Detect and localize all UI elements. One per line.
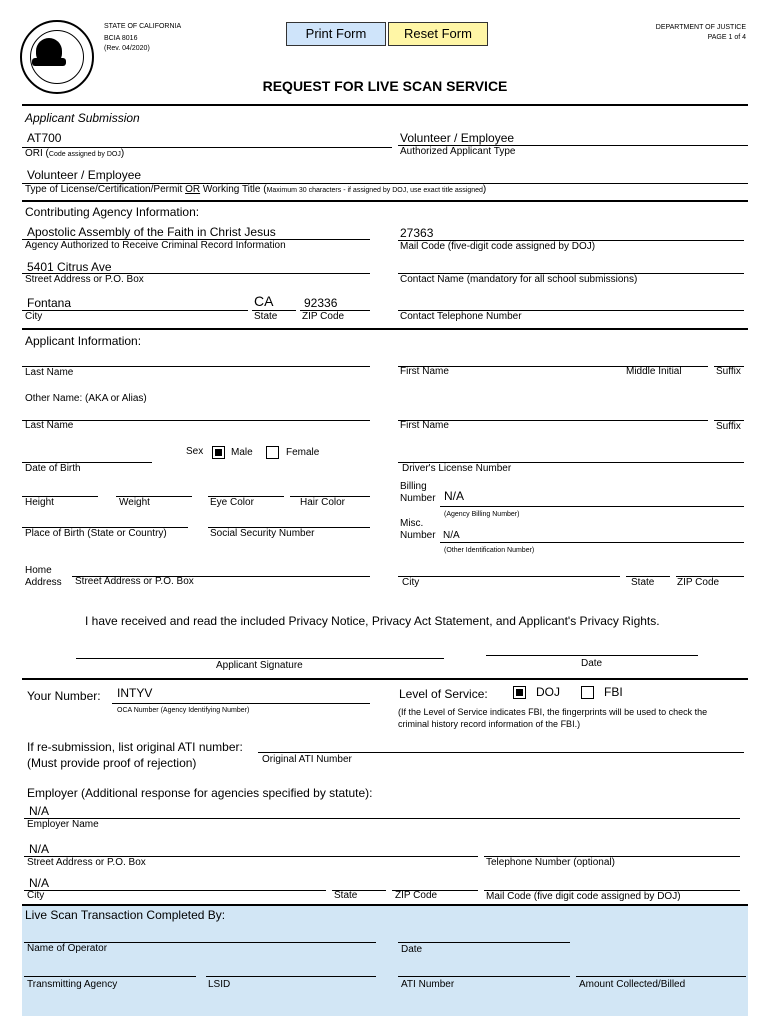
male-checkbox[interactable]	[212, 446, 225, 459]
agency-street-field[interactable]: 5401 Citrus Ave	[27, 260, 112, 274]
female-label: Female	[286, 447, 320, 458]
agency-city-field[interactable]: Fontana	[27, 296, 72, 310]
ori-label: ORI (Code assigned by DOJ)	[25, 148, 125, 159]
billing-label-1: Billing	[400, 481, 427, 492]
applicant-type-field[interactable]: Volunteer / Employee	[400, 131, 515, 145]
employer-heading: Employer (Additional response for agencies specified by statute):	[27, 786, 373, 800]
form-revision: (Rev. 04/2020)	[104, 45, 150, 52]
submission-heading: Applicant Submission	[25, 111, 140, 125]
height-label: Height	[25, 497, 54, 508]
transaction-date-label: Date	[401, 944, 423, 955]
weight-label: Weight	[119, 497, 150, 508]
agency-name-field[interactable]: Apostolic Assembly of the Faith in Christ Jesus	[27, 225, 276, 239]
home-label-1: Home	[25, 565, 52, 576]
other-suffix-label: Suffix	[716, 421, 741, 432]
fbi-checkbox[interactable]	[581, 686, 594, 699]
state-name: STATE OF CALIFORNIA	[104, 23, 182, 30]
employer-mail-code-label: Mail Code (five digit code assigned by DOJ)	[486, 891, 681, 902]
other-last-name-label: Last Name	[25, 420, 74, 431]
billing-note: (Agency Billing Number)	[444, 511, 520, 518]
resubmission-line-1: If re-submission, list original ATI number:	[27, 740, 243, 754]
signature-label: Applicant Signature	[216, 660, 303, 671]
operator-name-label: Name of Operator	[27, 943, 108, 954]
department-name: DEPARTMENT OF JUSTICE	[655, 24, 746, 31]
applicant-heading: Applicant Information:	[25, 334, 142, 348]
home-label-2: Address	[25, 577, 62, 588]
mail-code-label: Mail Code (five-digit code assigned by DOJ)	[400, 241, 596, 252]
oca-number-field[interactable]: INTYV	[117, 686, 153, 700]
male-label: Male	[231, 447, 253, 458]
level-of-service-label: Level of Service:	[399, 687, 488, 701]
employer-name-field[interactable]: N/A	[29, 804, 50, 818]
female-checkbox[interactable]	[266, 446, 279, 459]
middle-initial-label: Middle Initial	[626, 366, 682, 377]
agency-city-label: City	[25, 311, 43, 322]
misc-note: (Other Identification Number)	[444, 547, 535, 554]
agency-name-label: Agency Authorized to Receive Criminal Record Information	[25, 240, 286, 251]
last-name-label: Last Name	[25, 367, 74, 378]
agency-street-label: Street Address or P.O. Box	[25, 274, 144, 285]
employer-zip-label: ZIP Code	[395, 890, 438, 901]
applicant-type-label: Authorized Applicant Type	[400, 146, 516, 157]
privacy-statement: I have received and read the included Privacy Notice, Privacy Act Statement, and Applicant's Privacy Rights.	[85, 614, 660, 628]
form-number: BCIA 8016	[104, 35, 138, 42]
reset-form-button[interactable]: Reset Form	[388, 22, 488, 46]
home-state-label: State	[631, 577, 655, 588]
agency-zip-field[interactable]: 92336	[304, 296, 338, 310]
resubmission-line-2: (Must provide proof of rejection)	[27, 756, 197, 770]
drivers-license-label: Driver's License Number	[402, 463, 512, 474]
billing-number-field[interactable]: N/A	[444, 489, 465, 503]
eye-color-label: Eye Color	[210, 497, 254, 508]
other-name-label: Other Name: (AKA or Alias)	[25, 393, 147, 404]
employer-state-label: State	[334, 890, 358, 901]
agency-zip-label: ZIP Code	[302, 311, 345, 322]
your-number-label: Your Number:	[27, 689, 101, 703]
fbi-note-1: (If the Level of Service indicates FBI, the fingerprints will be used to check the	[398, 707, 708, 717]
oca-note: OCA Number (Agency Identifying Number)	[117, 707, 250, 714]
sex-label: Sex	[186, 446, 204, 457]
misc-number-field[interactable]: N/A	[443, 530, 460, 541]
suffix-label: Suffix	[716, 366, 741, 377]
ati-number-label: ATI Number	[401, 979, 455, 990]
dob-label: Date of Birth	[25, 463, 81, 474]
license-label: Type of License/Certification/Permit OR Working Title (Maximum 30 characters - if assigned by DOJ, use exact title assigned)	[25, 184, 487, 195]
home-street-label: Street Address or P.O. Box	[75, 576, 194, 587]
agency-heading: Contributing Agency Information:	[25, 205, 200, 219]
mail-code-field[interactable]: 27363	[400, 226, 434, 240]
license-field[interactable]: Volunteer / Employee	[27, 168, 142, 182]
divider	[22, 104, 748, 106]
contact-name-label: Contact Name (mandatory for all school submissions)	[400, 274, 638, 285]
print-form-button[interactable]: Print Form	[286, 22, 386, 46]
hair-color-label: Hair Color	[300, 497, 346, 508]
home-zip-label: ZIP Code	[677, 577, 720, 588]
fbi-label: FBI	[604, 685, 623, 699]
ori-field[interactable]: AT700	[27, 131, 62, 145]
home-city-label: City	[402, 577, 420, 588]
agency-state-label: State	[254, 311, 278, 322]
transmitting-agency-label: Transmitting Agency	[27, 979, 118, 990]
fbi-note-2: criminal history record information of the FBI.)	[398, 719, 581, 729]
transaction-heading: Live Scan Transaction Completed By:	[25, 908, 226, 922]
employer-phone-label: Telephone Number (optional)	[486, 857, 615, 868]
place-of-birth-label: Place of Birth (State or Country)	[25, 528, 167, 539]
employer-city-field[interactable]: N/A	[29, 876, 50, 890]
contact-phone-label: Contact Telephone Number	[400, 311, 522, 322]
employer-street-label: Street Address or P.O. Box	[27, 857, 146, 868]
other-first-name-label: First Name	[400, 420, 449, 431]
employer-name-label: Employer Name	[27, 819, 99, 830]
ssn-label: Social Security Number	[210, 528, 315, 539]
employer-street-field[interactable]: N/A	[29, 842, 50, 856]
misc-label-1: Misc.	[400, 518, 424, 529]
signature-date-label: Date	[581, 658, 603, 669]
page-number: PAGE 1 of 4	[707, 34, 746, 41]
doj-label: DOJ	[536, 685, 560, 699]
first-name-label: First Name	[400, 366, 449, 377]
amount-label: Amount Collected/Billed	[579, 979, 686, 990]
billing-label-2: Number	[400, 493, 436, 504]
form-title: REQUEST FOR LIVE SCAN SERVICE	[262, 78, 508, 94]
agency-state-field[interactable]: CA	[254, 293, 274, 309]
doj-checkbox[interactable]	[513, 686, 526, 699]
original-ati-label: Original ATI Number	[262, 754, 352, 765]
lsid-label: LSID	[208, 979, 231, 990]
employer-city-label: City	[27, 890, 45, 901]
misc-label-2: Number	[400, 530, 436, 541]
